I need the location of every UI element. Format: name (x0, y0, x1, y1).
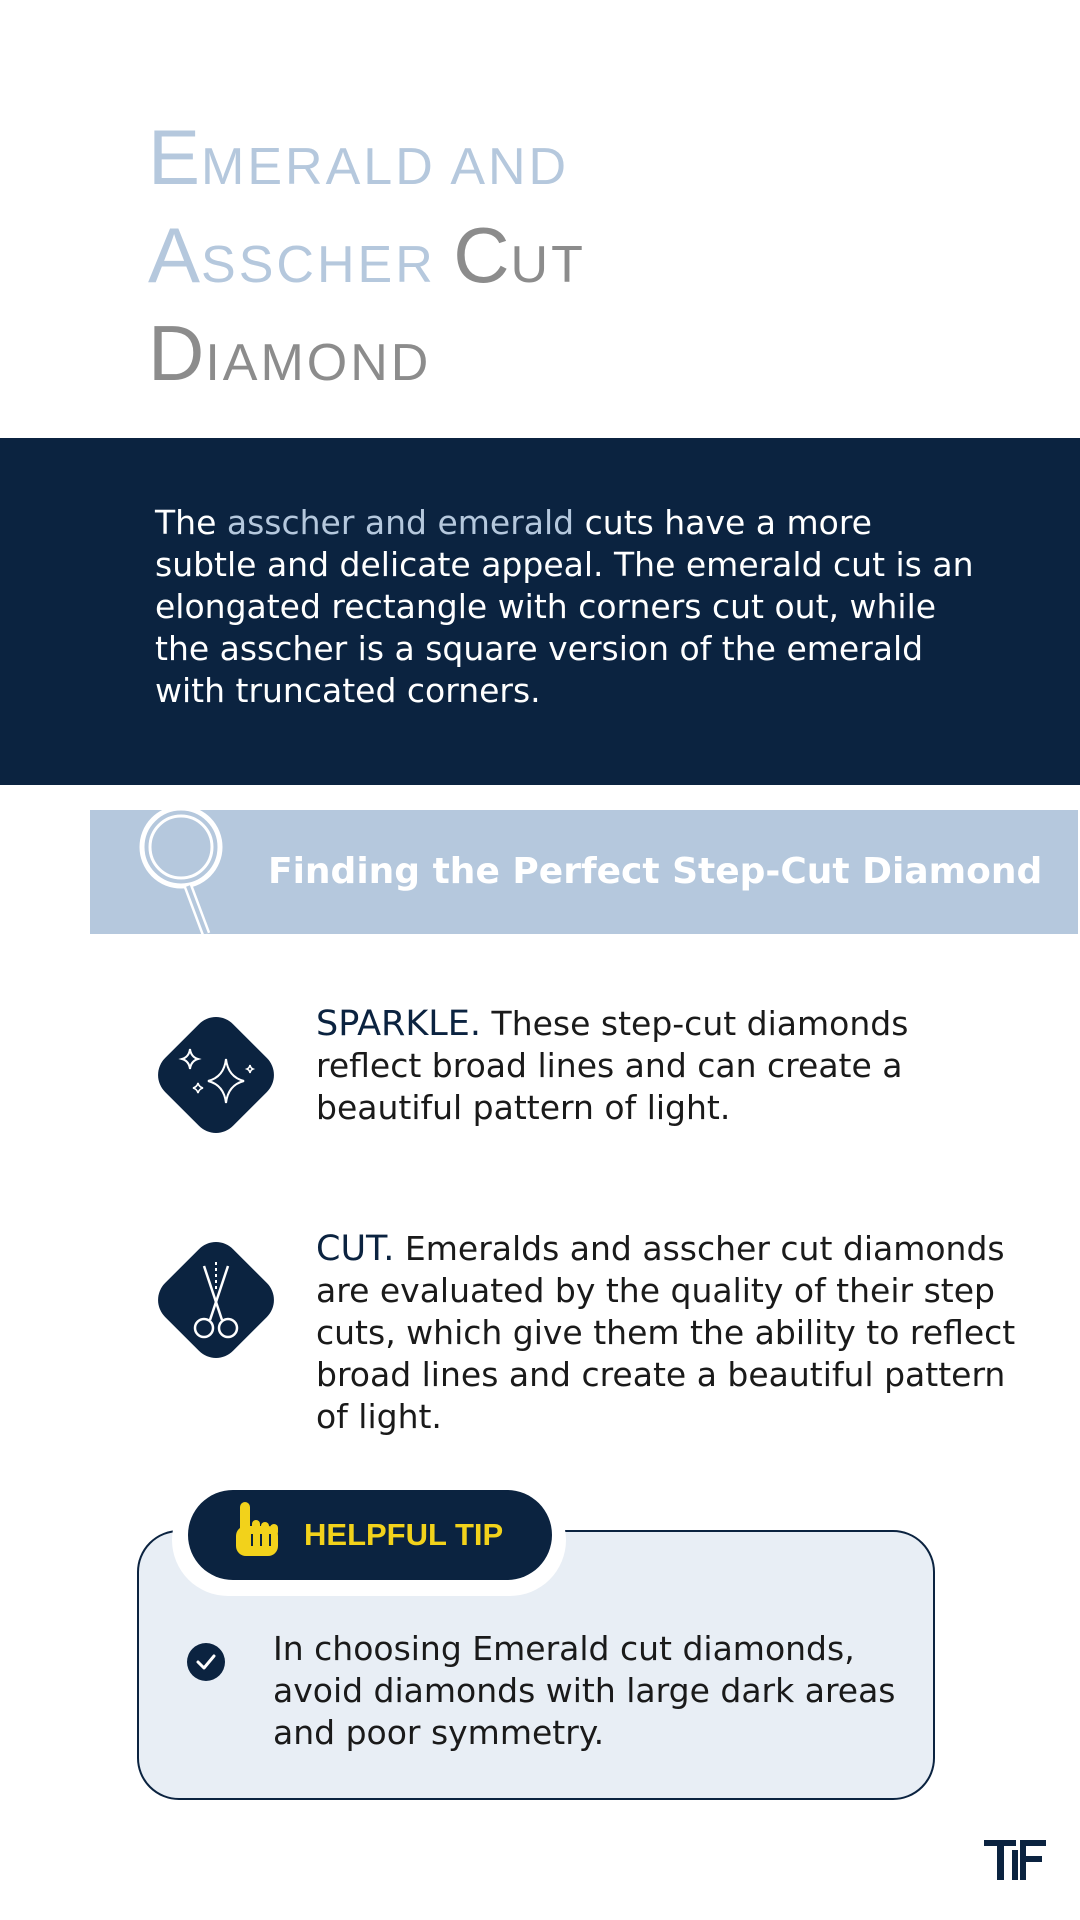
check-circle-icon (186, 1642, 226, 1682)
sparkle-icon (148, 1007, 284, 1143)
feature-sparkle-text: These step-cut diamonds reflect broad lines and can create a beautiful pattern of light. (316, 1004, 909, 1127)
title-line-3: DIAMOND (148, 309, 432, 397)
section-banner (90, 810, 1078, 934)
title-line-2: ASSCHER CUT (148, 211, 586, 299)
tip-text: In choosing Emerald cut diamonds, avoid diamonds with large dark areas and poor symmetry. (273, 1629, 896, 1752)
page-title (148, 113, 708, 410)
intro-highlight: asscher and emerald (226, 503, 575, 542)
feature-cut-text: Emeralds and asscher cut diamonds are evaluated by the quality of their step cuts, which give them the ability to reflect broad lines and create a beautiful pattern of light. (316, 1229, 1016, 1436)
scissors-icon (148, 1232, 284, 1368)
pointing-hand-icon (232, 1500, 282, 1566)
magnifying-glass-icon (136, 810, 226, 934)
tip-label: HELPFUL TIP (304, 1517, 504, 1552)
intro-paragraph: The asscher and emerald cuts have a more subtle and delicate appeal. The emerald cut is an elongated rectangle with corners cut out, while the asscher is a square version of the emerald with truncated corners. (155, 503, 974, 710)
feature-cut-lead: CUT. (316, 1229, 395, 1269)
feature-sparkle (316, 1003, 1016, 1129)
feature-sparkle-lead: SPARKLE. (316, 1004, 482, 1044)
feature-cut (316, 1228, 1016, 1438)
title-line-1: EMERALD AND (148, 113, 570, 201)
tf-logo (982, 1836, 1048, 1882)
section-title: Finding the Perfect Step-Cut Diamond (268, 851, 1043, 892)
